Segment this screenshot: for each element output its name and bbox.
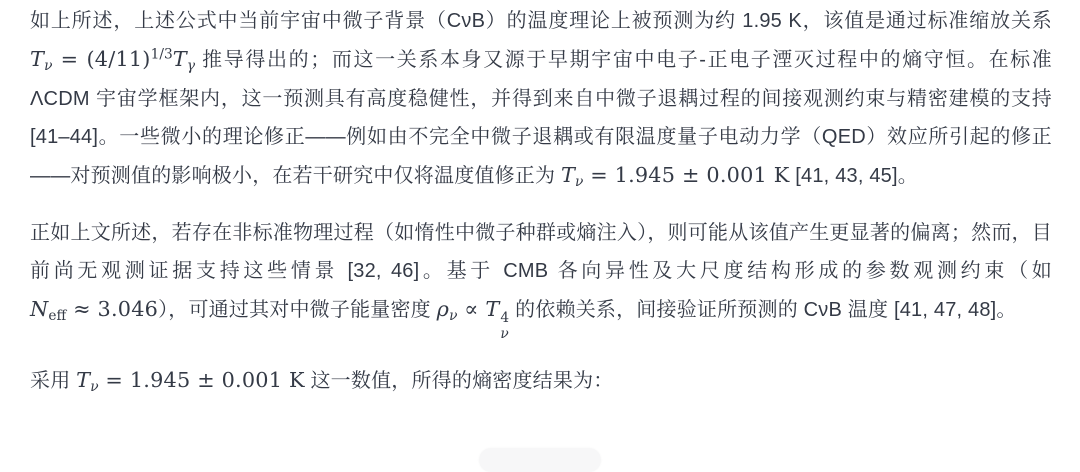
paragraph-entropy-density-intro: 采用 Tν = 1.945 ± 0.001 K 这一数值，所得的熵密度结果为： (30, 368, 614, 396)
inline-math: Tν = 1.945 ± 0.001 K (76, 368, 305, 396)
paragraph-nonstandard-physics-constraints: 正如上文所述，若存在非标准物理过程（如惰性中微子种群或熵注入），则可能从该值产生更显著的偏离；然而，目前尚无观测证据支持这些情景 [32, 46]。基于 CMB 各向异性及大尺度结构形成的参数观测约束（如 Neff ≈ 3.046），可通过其对中微子能量密度 ρν ∝ T 4 ν 的依赖关系，间接验证所预测的 CνB 温度 [41, 47, 48]。 (30, 222, 1053, 342)
paragraph-cvb-temperature-prediction: 如上所述，上述公式中当前宇宙中微子背景（CνB）的温度理论上被预测为约 1.95 K，该值是通过标准缩放关系 $T\nu = (4/11)^{1/3}T\gamma$ 推导得出的；而这一关系本身又源于早期宇宙中电子-正电子湮灭过程中的熵守恒。在标准 ΛCDM 宇宙学框架内，这一预测具有高度稳健性，并得到来自中微子退耦过程的间接观测约束与精密建模的支持 [41–44]。一些微小的理论修正——例如由不完全中微子退耦或有限温度量子电动力学（QED）效应所引起的修正——对预测值的影响极小，在若干研究中仅将温度值修正为 Tν = 1.945 ± 0.001 K [41, 43, 45]。 (30, 10, 1052, 190)
partial-bottom-element (479, 448, 601, 472)
inline-math: Tν = 1.945 ± 0.001 K (560, 162, 790, 190)
inline-math: $T\nu = (4/11)^{1/3}T\gamma$ (30, 46, 196, 74)
inline-math: ρν ∝ T 4 ν (436, 297, 510, 342)
inline-math: Neff ≈ 3.046 (30, 297, 159, 324)
